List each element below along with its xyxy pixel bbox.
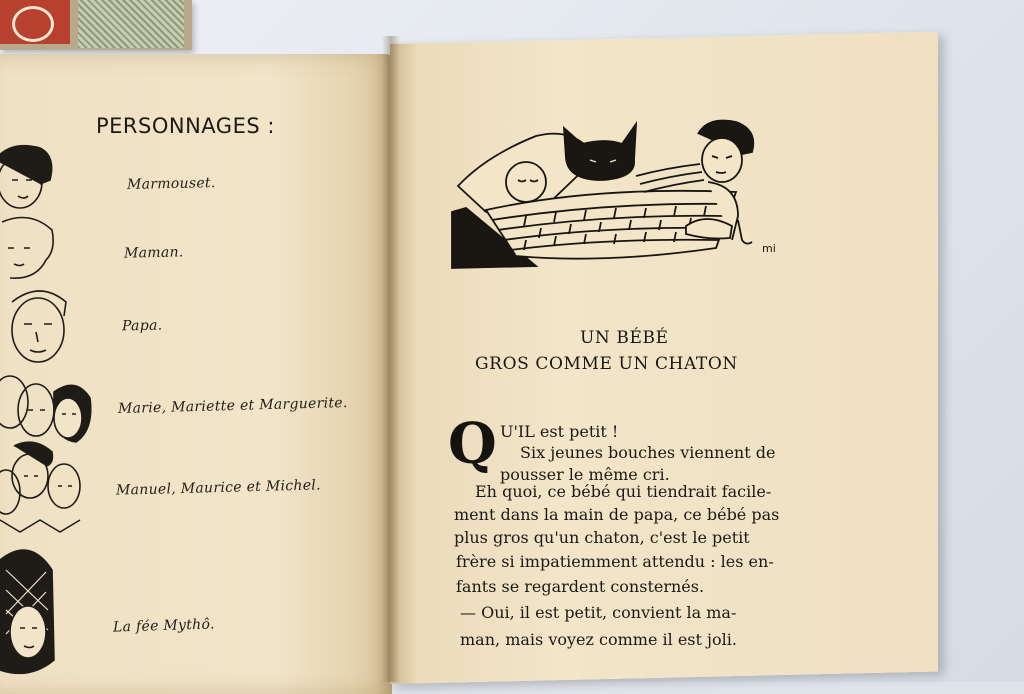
character-papa: Papa.	[121, 317, 163, 335]
character-boys: Manuel, Maurice et Michel.	[115, 477, 322, 499]
character-portraits-illustration	[0, 140, 100, 682]
characters-heading: PERSONNAGES :	[96, 114, 275, 138]
character-maman: Maman.	[123, 244, 184, 262]
book-gutter	[382, 36, 400, 682]
text-line-6: plus gros qu'un chaton, c'est le petit	[454, 528, 750, 547]
chapter-title-line2: GROS COMME UN CHATON	[475, 354, 738, 374]
cover-red-illustration	[0, 0, 70, 44]
text-line-10: man, mais voyez comme il est joli.	[460, 630, 737, 649]
text-line-3: pousser le même cri.	[500, 465, 670, 484]
text-line-4: Eh quoi, ce bébé qui tiendrait facile-	[475, 482, 772, 501]
character-fee-mytho: La fée Mythô.	[112, 616, 215, 636]
text-line-5: ment dans la main de papa, ce bébé pas	[454, 505, 780, 524]
illustration-signature: mi	[762, 242, 776, 255]
text-line-9: — Oui, il est petit, convient la ma-	[460, 603, 737, 622]
text-line-7: frère si impatiemment attendu : les en-	[456, 552, 774, 571]
text-line-1: U'IL est petit !	[500, 422, 619, 441]
character-marmouset: Marmouset.	[126, 175, 216, 193]
text-line-2: Six jeunes bouches viennent de	[520, 443, 776, 462]
baby-in-basket-illustration	[446, 116, 786, 276]
chapter-title-line1: UN BÉBÉ	[580, 328, 669, 348]
background-book-cover	[0, 0, 192, 50]
drop-cap: Q	[448, 411, 497, 477]
text-line-8: fants se regardent consternés.	[456, 577, 705, 596]
character-girls: Marie, Mariette et Marguerite.	[117, 394, 348, 418]
cover-pattern	[78, 0, 184, 48]
